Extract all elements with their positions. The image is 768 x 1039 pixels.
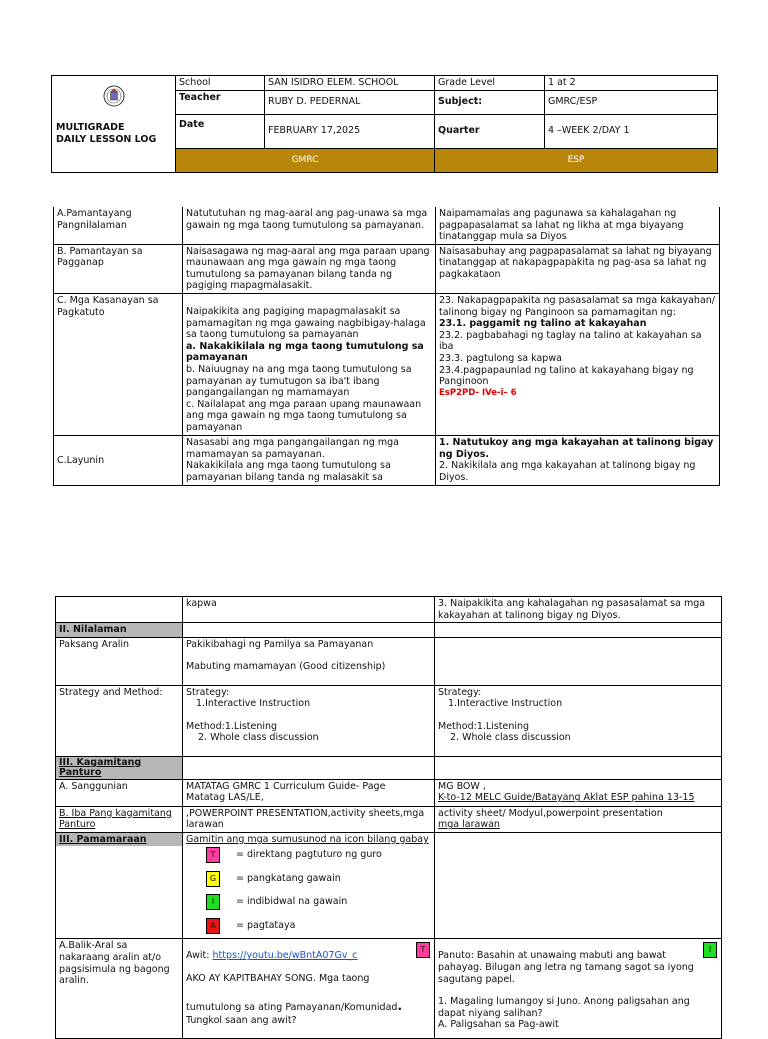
- date-label: Date: [176, 114, 265, 148]
- awit-period: .: [397, 998, 402, 1013]
- pamantayan-pagganap-esp: Naisasabuhay ang pagpapasalamat sa lahat ng biyayang tinatanggap at nakapagpapakita ng pag-asa sa lahat ng pagkakataon: [436, 244, 720, 293]
- strategy-item-esp: 1.Interactive Instruction: [448, 698, 563, 710]
- pamamaraan-label-cell: [56, 832, 183, 939]
- continuation-label: [56, 597, 183, 623]
- paksang-aralin-gmrc-1: Pakikibahagi ng Pamilya sa Pamayanan: [186, 638, 374, 650]
- continuation-esp: 3. Naipakikita ang kahalagahan ng pasasalamat sa mga kakayahan at talinong bigay ng Diyos.: [435, 597, 722, 623]
- sanggunian-label: A. Sanggunian: [56, 779, 183, 806]
- kasanayan-esp: [436, 294, 720, 436]
- quarter-label: Quarter: [435, 114, 545, 148]
- pamamaraan-esp: [435, 832, 722, 939]
- awit-line: [186, 950, 431, 962]
- subject-label: Subject:: [435, 90, 545, 114]
- direct-teaching-badge-icon: T: [416, 942, 430, 958]
- nilalaman-esp: [435, 623, 722, 638]
- school-label: School: [176, 76, 265, 91]
- header-table: [51, 75, 718, 173]
- layunin-gmrc: Nasasabi ang mga pangangailangan ng mga mamamayan sa pamayanan. Nakakikilala ang mga taong tumutulong sa pamayanan bilang tanda ng malasakit sa: [183, 436, 436, 486]
- legend-text-i: = indibidwal na gawain: [236, 896, 348, 908]
- kasanayan-gmrc-b: b. Naiuugnay na ang mga taong tumutulong sa pamayanan ay tumutugon sa iba't ibang pangangailangan ng mamamayan: [186, 363, 412, 399]
- kagamitan-heading: III. Kagamitang Panturo: [56, 756, 183, 779]
- group-activity-icon: G: [206, 871, 220, 887]
- pamantayang-pangnilalaman-label: A.Pamantayang Pangnilalaman: [54, 207, 183, 244]
- legend-row-i: [186, 890, 434, 914]
- iba-pang-kagamitan-esp-1: activity sheet/ Modyul,powerpoint presentation: [438, 807, 663, 819]
- legend-row-a: [186, 914, 434, 938]
- layunin-esp: [436, 436, 720, 486]
- question-1-option-a: A. Paligsahan sa Pag-awit: [438, 1019, 559, 1031]
- kasanayan-gmrc-c: c. Nailalapat ang mga paraan upang maunawaan ang mga gawain ng mga taong tumutulong sa pamayanan: [186, 398, 422, 433]
- paksang-aralin-gmrc-2: Mabuting mamamayan (Good citizenship): [186, 661, 386, 673]
- grade-value: 1 at 2: [545, 76, 718, 91]
- question-1: 1. Magaling lumangoy si Juno. Anong paligsahan ang dapat niyang salihan?: [438, 996, 690, 1019]
- pamantayan-pagganap-gmrc: Naisasagawa ng mag-aaral ang mga paraan upang maunawaan ang mga gawain ng mga taong tumutulong sa pamayanan bilang tanda ng pagiging mapagmalasakit.: [183, 244, 436, 293]
- strategy-gmrc: [183, 685, 435, 756]
- school-value: SAN ISIDRO ELEM. SCHOOL: [265, 76, 435, 91]
- kasanayan-esp-233: 23.3. pagtulong sa kapwa: [439, 352, 562, 364]
- awit-youtube-link[interactable]: https://youtu.be/wBntA07Gv_c: [212, 950, 358, 962]
- kasanayan-gmrc-a: a. Nakakikilala ng mga taong tumutulong sa pamayanan: [186, 340, 424, 364]
- balik-aral-label: A.Balik-Aral sa nakaraang aralin at/o pagsisimula ng bagong aralin.: [56, 939, 183, 1039]
- individual-activity-badge-icon: I: [703, 942, 717, 958]
- layunin-esp-2: 2. Nakikilala ang mga kakayahan at talinong bigay ng Diyos.: [439, 460, 696, 483]
- pamantayan-pagganap-label: B. Pamantayan sa Pagganap: [54, 244, 183, 293]
- kasanayan-esp-232: 23.2. pagbabahagi ng taglay na talino at kakayahan sa iba: [439, 329, 702, 353]
- kasanayan-esp-intro: 23. Nakapagpapakita ng pasasalamat sa mga kakayahan/ talinong bigay ng Panginoon sa pamamagitan ng:: [439, 295, 715, 318]
- nilalaman-gmrc: [183, 623, 435, 638]
- teacher-label: Teacher: [176, 90, 265, 114]
- iba-pang-kagamitan-label: B. Iba Pang kagamitang Panturo: [56, 806, 183, 832]
- paksang-aralin-esp: [435, 637, 722, 685]
- pamantayang-pangnilalaman-esp: Naipamamalas ang pagunawa sa kahalagahan ng pagpapasalamat sa lahat ng likha at mga biyayang tinatanggap mula sa Diyos: [436, 207, 720, 244]
- logo-cell: [52, 76, 176, 173]
- strategy-item: 1.Interactive Instruction: [196, 698, 311, 710]
- legend-text-g: = pangkatang gawain: [236, 872, 341, 884]
- balik-aral-esp: [435, 939, 722, 1039]
- direct-teaching-icon: T: [206, 847, 220, 863]
- method-heading-esp: Method:1.Listening: [438, 720, 530, 732]
- sanggunian-esp: [435, 779, 722, 806]
- kasanayan-esp-231: 23.1. paggamit ng talino at kakayahan: [439, 318, 647, 330]
- method-item: 2. Whole class discussion: [198, 732, 319, 744]
- paksang-aralin-label: Paksang Aralin: [56, 637, 183, 685]
- awit-line-3: tumutulong sa ating Pamayanan/Komunidad: [186, 1001, 398, 1013]
- individual-activity-icon: I: [206, 894, 220, 910]
- content-table: [55, 596, 722, 1039]
- paksang-aralin-gmrc: [183, 637, 435, 685]
- strategy-heading-esp: Strategy:: [438, 686, 482, 698]
- gmrc-column-header: GMRC: [176, 148, 435, 172]
- iba-pang-kagamitan-esp-2: mga larawan: [438, 819, 500, 831]
- kasanayan-esp-code: EsP2PD- IVe-i– 6: [439, 387, 517, 398]
- assessment-icon: A: [206, 918, 220, 934]
- iba-pang-kagamitan-gmrc: ,POWERPOINT PRESENTATION,activity sheets,mga larawan: [183, 806, 435, 832]
- method-item-esp: 2. Whole class discussion: [450, 732, 571, 744]
- sanggunian-esp-1: MG BOW ,: [438, 780, 486, 792]
- objectives-table: [53, 207, 720, 486]
- iba-pang-kagamitan-esp: [435, 806, 722, 832]
- layunin-label: C.Layunin: [54, 436, 183, 486]
- layunin-esp-1: 1. Natutukoy ang mga kakayahan at talinong bigay ng Diyos.: [439, 437, 714, 460]
- quarter-value: 4 –WEEK 2/DAY 1: [545, 114, 718, 148]
- method-heading: Method:1.Listening: [186, 720, 278, 732]
- kasanayan-esp-234: 23.4.pagpapaunlad ng talino at kakayahang bigay ng Panginoon: [439, 364, 694, 388]
- pamamaraan-legend: [183, 832, 435, 939]
- deped-seal-icon: [103, 82, 125, 110]
- awit-line-4: Tungkol saan ang awit?: [186, 1015, 297, 1027]
- kasanayan-gmrc-intro: Naipakikita ang pagiging mapagmalasakit sa pamamagitan ng mga gawaing nagbibigay-halaga sa taong tumutulong sa pamayanan: [186, 306, 426, 341]
- subject-value: GMRC/ESP: [545, 90, 718, 114]
- legend-row-g: [186, 867, 434, 891]
- grade-label: Grade Level: [435, 76, 545, 91]
- esp-column-header: ESP: [435, 148, 718, 172]
- continuation-gmrc: kapwa: [183, 597, 435, 623]
- pamamaraan-intro: Gamitin ang mga sumusunod na icon bilang gabay: [186, 833, 429, 845]
- kagamitan-gmrc: [183, 756, 435, 779]
- legend-row-t: [186, 843, 434, 867]
- kasanayan-label: C. Mga Kasanayan sa Pagkatuto: [54, 294, 183, 436]
- strategy-heading: Strategy:: [186, 686, 230, 698]
- strategy-label: Strategy and Method:: [56, 685, 183, 756]
- kagamitan-esp: [435, 756, 722, 779]
- strategy-esp: [435, 685, 722, 756]
- pamamaraan-heading: III. Pamamaraan: [56, 833, 182, 847]
- kasanayan-gmrc: [183, 294, 436, 436]
- teacher-value: RUBY D. PEDERNAL: [265, 90, 435, 114]
- pamantayang-pangnilalaman-gmrc: Natututuhan ng mag-aaral ang pag-unawa sa mga gawain ng mga taong tumutulong sa pamayanan.: [183, 207, 436, 244]
- awit-line-3-wrap: [186, 999, 431, 1014]
- balik-aral-gmrc: [183, 939, 435, 1039]
- date-value: FEBRUARY 17,2025: [265, 114, 435, 148]
- panuto-text: Panuto: Basahin at unawaing mabuti ang bawat pahayag. Bilugan ang letra ng tamang sagot sa iyong sagutang papel.: [438, 950, 694, 985]
- legend-text-a: = pagtataya: [236, 919, 296, 931]
- awit-prefix: Awit:: [186, 950, 213, 962]
- legend-text-t: = direktang pagtuturo ng guro: [236, 849, 382, 861]
- org-title: MULTIGRADE DAILY LESSON LOG: [56, 122, 157, 145]
- sanggunian-gmrc: MATATAG GMRC 1 Curriculum Guide- Page Matatag LAS/LE,: [183, 779, 435, 806]
- sanggunian-esp-2: K-to-12 MELC Guide/Batayang Aklat ESP pahina 13-15: [438, 792, 695, 804]
- nilalaman-heading: II. Nilalaman: [56, 623, 183, 638]
- awit-line-2: AKO AY KAPITBAHAY SONG. Mga taong: [186, 972, 370, 984]
